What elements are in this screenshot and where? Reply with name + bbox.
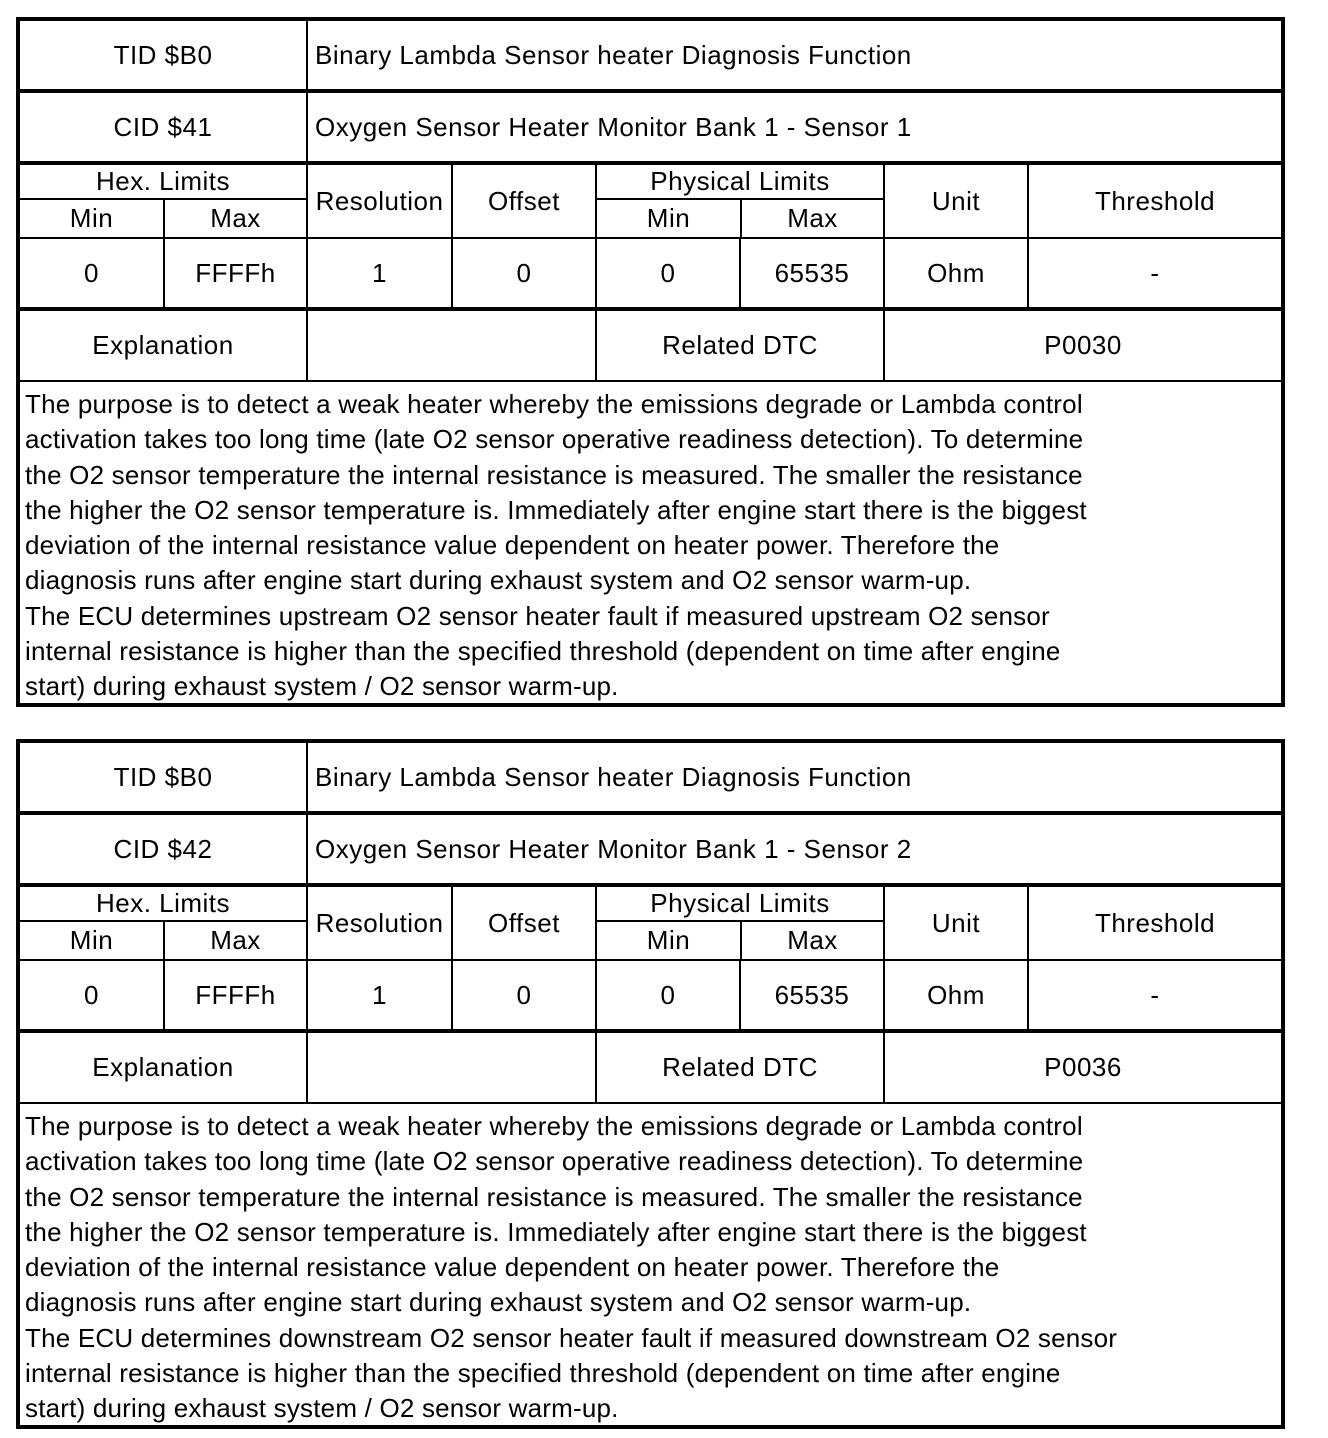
hex-limits-label: Hex. Limits (20, 165, 306, 200)
description-line: The ECU determines downstream O2 sensor heater fault if measured downstream O2 sensor (25, 1322, 1118, 1353)
description-line: diagnosis runs after engine start during exhaust system and O2 sensor warm-up. (25, 565, 972, 596)
explanation-empty-cell (306, 311, 595, 380)
hex-max-header: Max (163, 200, 306, 237)
description-line: the higher the O2 sensor temperature is. Immediately after engine start there is the biggest (25, 1216, 1087, 1247)
description-line: internal resistance is higher than the specified threshold (dependent on time after engine (25, 636, 1061, 667)
tid-row (20, 21, 1281, 93)
threshold-header: Threshold (1027, 165, 1281, 237)
phys-min-value: 0 (595, 239, 739, 307)
description-line: deviation of the internal resistance value dependent on heater power. Therefore the (25, 530, 1000, 561)
hex-limits-label: Hex. Limits (20, 887, 306, 922)
related-dtc-value: P0036 (883, 1033, 1281, 1102)
tid-description: Binary Lambda Sensor heater Diagnosis Function (306, 21, 1281, 89)
unit-value: Ohm (883, 961, 1027, 1029)
limits-value-row (20, 239, 1281, 311)
explanation-text (20, 382, 1281, 703)
explanation-text (20, 1104, 1281, 1425)
resolution-header: Resolution (306, 887, 451, 959)
description-line: activation takes too long time (late O2 sensor operative readiness detection). To determine (25, 424, 1084, 455)
description-line: start) during exhaust system / O2 sensor warm-up. (25, 1393, 619, 1424)
cid-description: Oxygen Sensor Heater Monitor Bank 1 - Sensor 1 (306, 93, 1281, 161)
unit-value: Ohm (883, 239, 1027, 307)
cid-row (20, 93, 1281, 165)
monitor-table-cid-42 (16, 739, 1285, 1429)
cid-label: CID $42 (113, 833, 213, 864)
offset-header: Offset (451, 165, 595, 237)
tid-description: Binary Lambda Sensor heater Diagnosis Function (306, 743, 1281, 811)
phys-max-header: Max (740, 922, 883, 959)
description-line: the higher the O2 sensor temperature is. Immediately after engine start there is the biggest (25, 494, 1087, 525)
cid-row (20, 815, 1281, 887)
physical-limits-label: Physical Limits (597, 165, 883, 200)
description-line: The purpose is to detect a weak heater whereby the emissions degrade or Lambda control (25, 1111, 1083, 1141)
hex-min-header: Min (69, 925, 114, 955)
hex-min-value: 0 (84, 979, 99, 1010)
hex-min-header: Min (69, 203, 114, 233)
phys-min-header: Min (646, 925, 691, 955)
phys-max-value: 65535 (739, 961, 883, 1029)
phys-min-value: 0 (595, 961, 739, 1029)
tid-label: TID $B0 (113, 761, 213, 792)
tid-label: TID $B0 (113, 39, 213, 70)
explanation-row (20, 1033, 1281, 1104)
hex-max-value: FFFFh (163, 239, 306, 307)
resolution-value: 1 (306, 961, 451, 1029)
related-dtc-label: Related DTC (595, 1033, 883, 1102)
limits-header-row (20, 887, 1281, 961)
cid-description: Oxygen Sensor Heater Monitor Bank 1 - Sensor 2 (306, 815, 1281, 883)
physical-limits-header (595, 165, 883, 237)
cid-label: CID $41 (113, 111, 213, 142)
limits-value-row (20, 961, 1281, 1033)
resolution-header: Resolution (306, 165, 451, 237)
related-dtc-label: Related DTC (595, 311, 883, 380)
explanation-label: Explanation (92, 1052, 234, 1082)
offset-header: Offset (451, 887, 595, 959)
tid-row (20, 743, 1281, 815)
resolution-value: 1 (306, 239, 451, 307)
monitor-table-cid-41 (16, 17, 1285, 707)
physical-limits-header (595, 887, 883, 959)
unit-header: Unit (883, 887, 1027, 959)
physical-limits-label: Physical Limits (597, 887, 883, 922)
description-line: The ECU determines upstream O2 sensor heater fault if measured upstream O2 sensor (25, 600, 1050, 631)
explanation-label: Explanation (92, 330, 234, 360)
hex-min-value: 0 (84, 257, 99, 288)
offset-value: 0 (451, 961, 595, 1029)
hex-max-value: FFFFh (163, 961, 306, 1029)
hex-max-header: Max (163, 922, 306, 959)
description-line: the O2 sensor temperature the internal resistance is measured. The smaller the resistance (25, 1181, 1083, 1212)
hex-limits-header (20, 165, 306, 237)
description-line: deviation of the internal resistance value dependent on heater power. Therefore the (25, 1252, 1000, 1283)
phys-max-value: 65535 (739, 239, 883, 307)
limits-header-row (20, 165, 1281, 239)
explanation-row (20, 311, 1281, 382)
description-line: the O2 sensor temperature the internal resistance is measured. The smaller the resistance (25, 459, 1083, 490)
description-line: activation takes too long time (late O2 sensor operative readiness detection). To determine (25, 1146, 1084, 1177)
explanation-empty-cell (306, 1033, 595, 1102)
description-line: The purpose is to detect a weak heater whereby the emissions degrade or Lambda control (25, 389, 1083, 419)
offset-value: 0 (451, 239, 595, 307)
phys-min-header: Min (646, 203, 691, 233)
threshold-header: Threshold (1027, 887, 1281, 959)
threshold-value: - (1027, 239, 1281, 307)
description-line: diagnosis runs after engine start during exhaust system and O2 sensor warm-up. (25, 1287, 972, 1318)
threshold-value: - (1027, 961, 1281, 1029)
description-line: start) during exhaust system / O2 sensor warm-up. (25, 671, 619, 702)
phys-max-header: Max (740, 200, 883, 237)
unit-header: Unit (883, 165, 1027, 237)
related-dtc-value: P0030 (883, 311, 1281, 380)
hex-limits-header (20, 887, 306, 959)
description-line: internal resistance is higher than the specified threshold (dependent on time after engine (25, 1358, 1061, 1389)
